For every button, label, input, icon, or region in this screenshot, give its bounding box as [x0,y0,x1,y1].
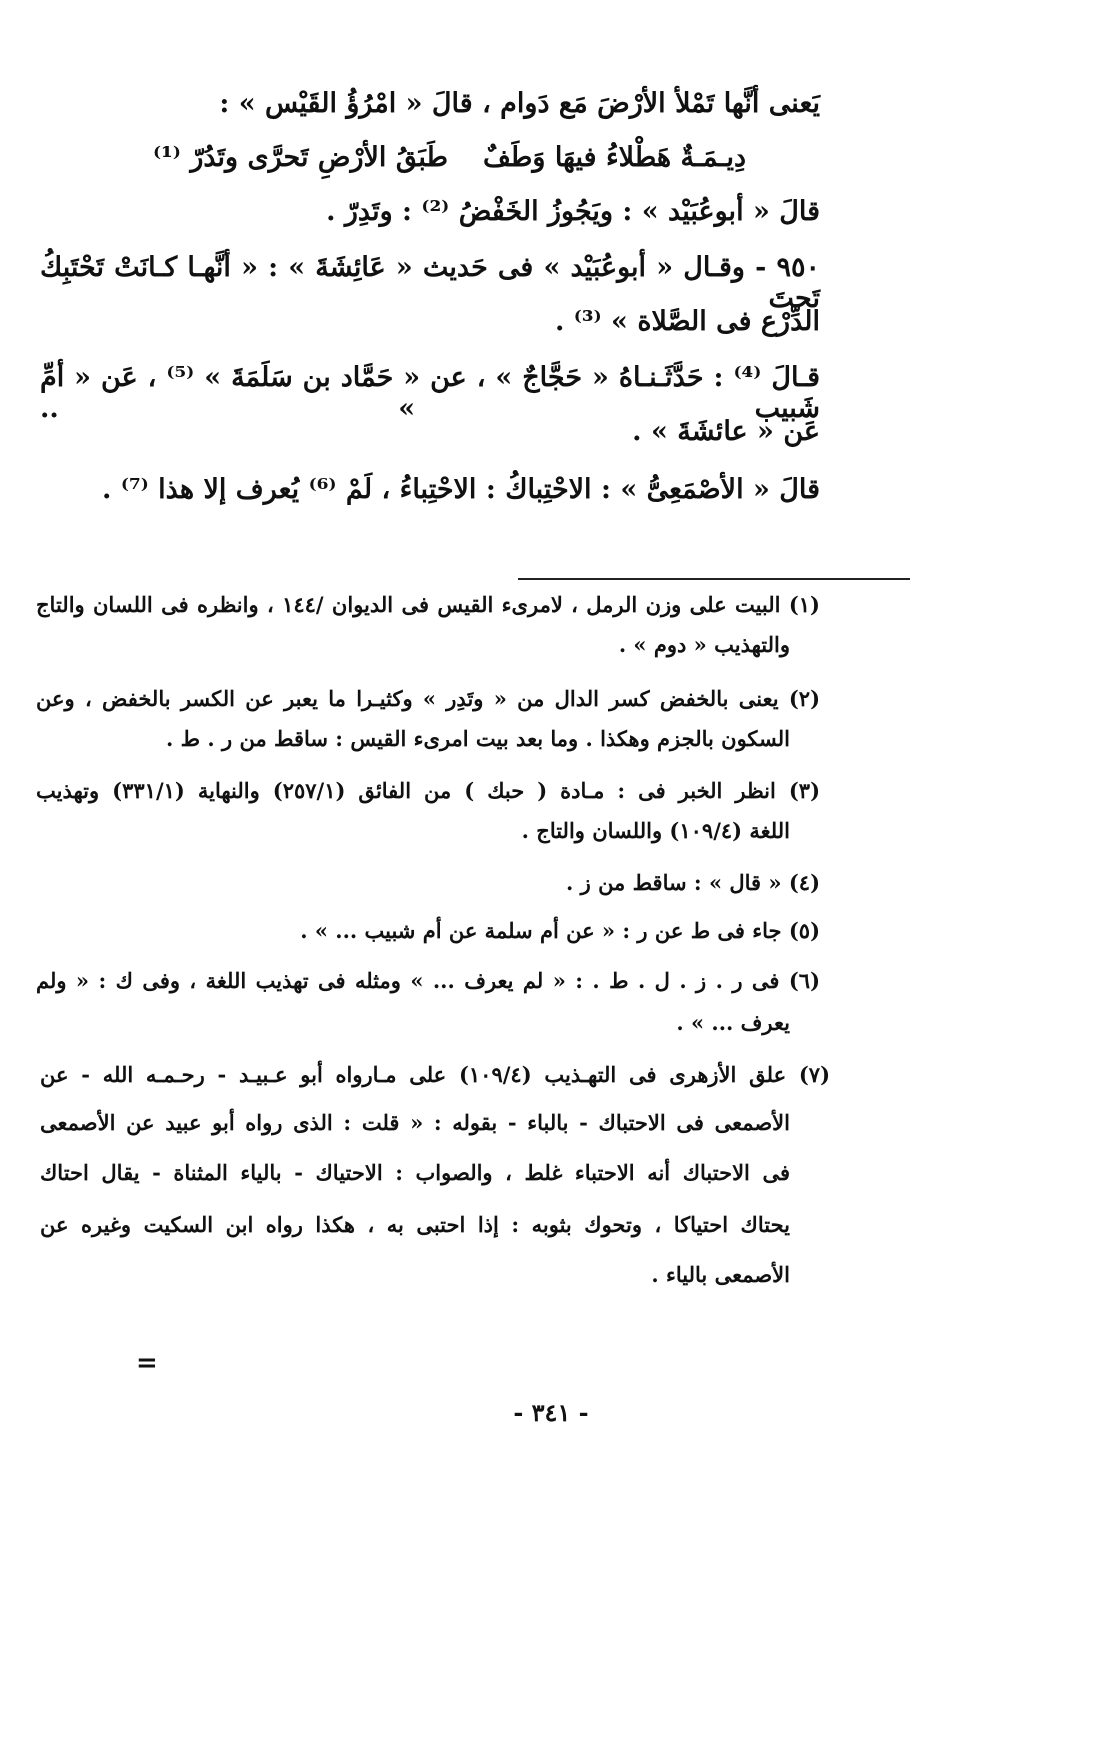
footnote-7-line-2: الأصمعى فى الاحتباك - بالباء - بقوله : « قلت : الذى رواه أبو عبيد عن الأصمعى [40,1110,790,1135]
footnote-7-line-5: الأصمعى بالياء . [651,1262,790,1287]
footnote-7-line-1: (٧) علق الأزهرى فى التهـذيب (١٠٩/٤) على مـارواه أبو عـبيـد - رحـمـه الله - عن [40,1062,831,1087]
footnote-1-line-1: (١) البيت على وزن الرمل ، لامرىء القيس فى الديوان /١٤٤ ، وانظره فى اللسان والتاج [36,592,820,617]
continuation-mark: = [136,1348,158,1378]
footnote-3-line-2: اللغة (١٠٩/٤) واللسان والتاج . [521,818,790,843]
footnote-5: (٥) جاء فى ط عن ر : « عن أم سلمة عن أم شبيب ... » . [300,918,820,943]
footnote-4: (٤) « قال » : ساقط من ز . [566,870,820,895]
main-text-line-6: قـالَ ⁽⁴⁾ : حَدَّثَـنـاهُ « حَجَّاجٌ » ، عن « حَمَّاد بن سَلَمَةَ » ⁽⁵⁾ ، عَن « أمِّ شَبيب » .. [40,362,820,424]
main-text-line-8: قالَ « الأصْمَعِىُّ » : الاحْتِباكُ : الاحْتِباءُ ، لَمْ ⁽⁶⁾ يُعرف إلا هذا ⁽⁷⁾ . [102,474,820,505]
main-text-line-3: قالَ « أبوعُبَيْد » : ويَجُوزُ الخَفْضُ ⁽²⁾ : وتَدِرّ . [326,196,820,227]
footnote-1-line-2: والتهذيب « دوم » . [618,632,790,657]
main-text-line-5: الدِّرْع فى الصَّلاة » ⁽³⁾ . [554,306,820,337]
main-text-line-1: يَعنى أنَّها تَمْلأ الأرْضَ مَع دَوام ، قالَ « امْرُؤُ القَيْس » : [219,88,820,119]
footnote-3-line-1: (٣) انظر الخبر فى : مـادة ( حبك ) من الفائق (٢٥٧/١) والنهاية (٣٣١/١) وتهذيب [36,778,821,803]
verse-second-hemistich: طَبَقُ الأرْضِ تَحرَّى وتَدُرّ ⁽¹⁾ [153,142,448,173]
footnote-7-line-3: فى الاحتباك أنه الاحتباء غلط ، والصواب : الاحتياك - بالياء المثناة - يقال احتاك [40,1160,790,1185]
footnote-2-line-2: السكون بالجزم وهكذا . وما بعد بيت امرىء القيس : ساقط من ر . ط . [166,726,790,751]
page-number: - ٣٤١ - [513,1398,589,1427]
main-text-line-4: ٩٥٠ - وقـال « أبوعُبَيْد » فى حَديث « عَائِشَةَ » : « أنَّهـا كـانَتْ تَحْتَبِكُ تَحتَ [40,252,820,314]
footnote-6-line-1: (٦) فى ر . ز . ل . ط . : « لم يعرف ... » ومثله فى تهذيب اللغة ، وفى ك : « ولم [36,968,820,993]
footnote-2-line-1: (٢) يعنى بالخفض كسر الدال من « وتَدِر » وكثيـرا ما يعبر عن الكسر بالخفض ، وعن [36,686,820,711]
main-text-line-7: عَن « عائشَةَ » . [632,416,820,447]
footnote-separator [518,578,910,580]
verse-first-hemistich: دِيـمَـةٌ هَطْلاءُ فيهَا وَطَفٌ [482,142,746,173]
footnote-7-line-4: يحتاك احتياكا ، وتحوك بثوبه : إذا احتبى به ، هكذا رواه ابن السكيت وغيره عن [40,1212,790,1237]
footnote-6-line-2: يعرف ... » . [676,1010,790,1035]
